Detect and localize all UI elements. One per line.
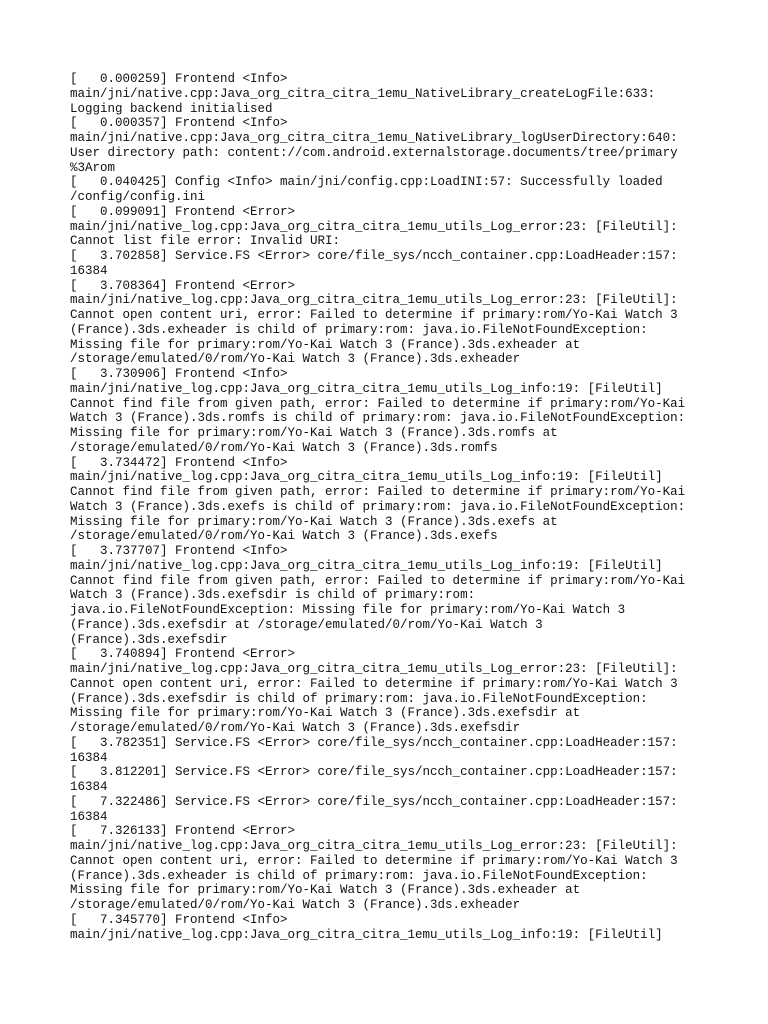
log-line: Cannot open content uri, error: Failed to determine if primary:rom/Yo-Kai Watch 3	[70, 853, 678, 868]
log-line: (France).3ds.exefsdir at /storage/emulated/0/rom/Yo-Kai Watch 3	[70, 617, 543, 632]
log-line: Cannot open content uri, error: Failed to determine if primary:rom/Yo-Kai Watch 3	[70, 676, 678, 691]
log-line: java.io.FileNotFoundException: Missing file for primary:rom/Yo-Kai Watch 3	[70, 603, 626, 617]
log-line: [ 3.702858] Service.FS <Error> core/file_sys/ncch_container.cpp:LoadHeader:157:	[70, 249, 678, 263]
log-line: 16384	[70, 263, 108, 278]
log-line: [ 3.782351] Service.FS <Error> core/file_sys/ncch_container.cpp:LoadHeader:157:	[70, 735, 678, 750]
log-line: main/jni/native_log.cpp:Java_org_citra_citra_1emu_utils_Log_info:19: [FileUtil]	[70, 927, 663, 942]
log-line: Watch 3 (France).3ds.romfs is child of primary:rom: java.io.FileNotFoundException:	[70, 411, 686, 426]
log-line: [ 0.040425] Config <Info> main/jni/config.cpp:LoadINI:57: Successfully loaded	[70, 175, 663, 190]
log-line: main/jni/native.cpp:Java_org_citra_citra_1emu_NativeLibrary_logUserDirectory:640:	[70, 131, 678, 145]
log-line: main/jni/native_log.cpp:Java_org_citra_citra_1emu_utils_Log_error:23: [FileUtil]:	[70, 293, 678, 308]
log-line: /storage/emulated/0/rom/Yo-Kai Watch 3 (France).3ds.romfs	[70, 440, 498, 455]
log-line: [ 3.812201] Service.FS <Error> core/file_sys/ncch_container.cpp:LoadHeader:157:	[70, 765, 678, 780]
log-line: /storage/emulated/0/rom/Yo-Kai Watch 3 (France).3ds.exefs	[70, 529, 498, 544]
log-line: (France).3ds.exheader is child of primary:rom: java.io.FileNotFoundException:	[70, 868, 648, 883]
log-line: [ 7.345770] Frontend <Info>	[70, 912, 288, 927]
log-line: Missing file for primary:rom/Yo-Kai Watch 3 (France).3ds.exheader at	[70, 337, 581, 352]
log-text-block	[70, 72, 760, 942]
log-line: Missing file for primary:rom/Yo-Kai Watch 3 (France).3ds.exefs at	[70, 514, 558, 529]
log-line: main/jni/native_log.cpp:Java_org_citra_citra_1emu_utils_Log_info:19: [FileUtil]	[70, 470, 663, 485]
log-line: Cannot find file from given path, error: Failed to determine if primary:rom/Yo-Kai	[70, 396, 686, 411]
log-line: Missing file for primary:rom/Yo-Kai Watch 3 (France).3ds.exefsdir at	[70, 706, 581, 721]
log-line: Watch 3 (France).3ds.exefsdir is child of primary:rom:	[70, 588, 476, 603]
log-line: main/jni/native_log.cpp:Java_org_citra_citra_1emu_utils_Log_error:23: [FileUtil]:	[70, 662, 678, 676]
log-line: /storage/emulated/0/rom/Yo-Kai Watch 3 (France).3ds.exheader	[70, 352, 521, 367]
log-line: Watch 3 (France).3ds.exefs is child of primary:rom: java.io.FileNotFoundException:	[70, 499, 686, 514]
log-line: /storage/emulated/0/rom/Yo-Kai Watch 3 (France).3ds.exheader	[70, 898, 521, 912]
log-document	[70, 72, 760, 942]
log-line: Cannot find file from given path, error: Failed to determine if primary:rom/Yo-Kai	[70, 573, 686, 588]
log-line: Cannot open content uri, error: Failed to determine if primary:rom/Yo-Kai Watch 3	[70, 308, 678, 322]
log-line: main/jni/native.cpp:Java_org_citra_citra_1emu_NativeLibrary_createLogFile:633:	[70, 86, 656, 101]
log-line: Cannot find file from given path, error: Failed to determine if primary:rom/Yo-Kai	[70, 485, 686, 499]
log-line: 16384	[70, 750, 108, 765]
log-line: 16384	[70, 809, 108, 824]
log-line: main/jni/native_log.cpp:Java_org_citra_citra_1emu_utils_Log_error:23: [FileUtil]:	[70, 219, 678, 234]
log-line: [ 3.708364] Frontend <Error>	[70, 278, 296, 293]
log-line: [ 3.740894] Frontend <Error>	[70, 647, 296, 662]
log-line: Missing file for primary:rom/Yo-Kai Watch 3 (France).3ds.romfs at	[70, 426, 558, 440]
log-line: [ 0.000259] Frontend <Info>	[70, 72, 288, 86]
log-line: [ 0.099091] Frontend <Error>	[70, 204, 296, 219]
log-line: [ 3.737707] Frontend <Info>	[70, 544, 288, 558]
log-line: 16384	[70, 780, 108, 794]
log-line: User directory path: content://com.android.externalstorage.documents/tree/primary	[70, 145, 678, 160]
log-line: Missing file for primary:rom/Yo-Kai Watch 3 (France).3ds.exheader at	[70, 883, 581, 898]
log-line: /storage/emulated/0/rom/Yo-Kai Watch 3 (France).3ds.exefsdir	[70, 721, 521, 735]
log-line: (France).3ds.exefsdir	[70, 632, 228, 647]
log-line: Logging backend initialised	[70, 101, 273, 116]
log-line: main/jni/native_log.cpp:Java_org_citra_citra_1emu_utils_Log_info:19: [FileUtil]	[70, 381, 663, 396]
log-line: [ 3.730906] Frontend <Info>	[70, 367, 288, 381]
log-line: Cannot list file error: Invalid URI:	[70, 234, 341, 249]
log-line: [ 7.322486] Service.FS <Error> core/file_sys/ncch_container.cpp:LoadHeader:157:	[70, 794, 678, 809]
log-line: [ 3.734472] Frontend <Info>	[70, 455, 288, 470]
log-line: (France).3ds.exefsdir is child of primary:rom: java.io.FileNotFoundException:	[70, 691, 648, 706]
log-line: [ 0.000357] Frontend <Info>	[70, 116, 288, 131]
log-line: main/jni/native_log.cpp:Java_org_citra_citra_1emu_utils_Log_info:19: [FileUtil]	[70, 558, 663, 573]
log-line: [ 7.326133] Frontend <Error>	[70, 824, 296, 839]
log-line: main/jni/native_log.cpp:Java_org_citra_citra_1emu_utils_Log_error:23: [FileUtil]:	[70, 839, 678, 853]
log-line: /config/config.ini	[70, 190, 206, 204]
log-line: (France).3ds.exheader is child of primary:rom: java.io.FileNotFoundException:	[70, 322, 648, 337]
log-line: %3Arom	[70, 160, 116, 175]
